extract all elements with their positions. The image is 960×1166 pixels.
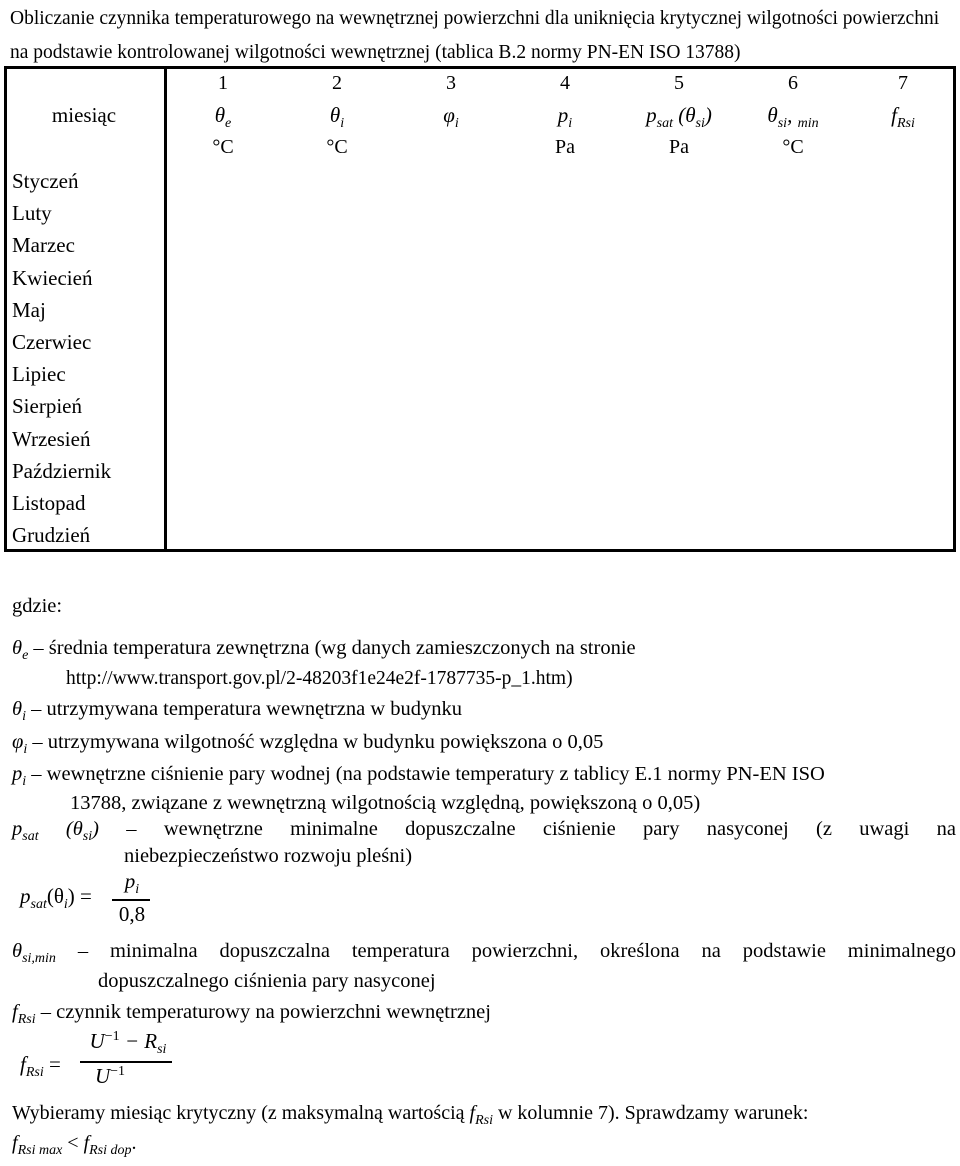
f2-den-sup: −1 [110,1064,126,1079]
symbol-extra: , [787,103,798,127]
symbol-arg-sub: si [82,829,93,845]
symbol-base: θ [214,103,226,127]
f1-p-sub: sat [30,897,47,913]
f1-arg-sub: i [63,897,68,913]
month-row-label: Marzec [12,233,75,258]
symbol-sub: i [454,116,459,132]
document-title: Obliczanie czynnika temperaturowego na wewnętrznej powierzchni dla uniknięcia krytycznej wilgotności powierzchni na podstawie kontrolowanej wilgotności wewnętrznej (tablica B.2 normy PN-EN ISO 13788) [10,8,940,63]
formula-frsi-denominator [80,1064,140,1089]
symbol: θ [12,637,23,659]
formula-psat-left [20,884,92,913]
f2-num-sup: −1 [104,1029,120,1044]
symbol-arg: (θ [38,818,83,840]
condition [12,1128,137,1166]
month-row-label: Grudzień [12,523,91,548]
month-row-label: Wrzesień [12,426,91,451]
column-number: 3 [446,72,456,94]
formula-frsi-left [20,1052,61,1081]
conclusion-end: w kolumnie 7). Sprawdzamy warunek: [492,1102,809,1124]
column-number: 2 [332,72,342,94]
column-unit: °C [782,136,804,158]
legend-theta-e-url: http://www.transport.gov.pl/2-48203f1e24e2f-1787735-p_1.htm) [66,668,573,689]
month-row-label: Styczeń [12,169,79,193]
condition-lt: < [62,1132,84,1154]
symbol-extra-sub: si [695,116,705,132]
month-row-label: Maj [12,297,46,322]
column-unit: Pa [669,136,689,158]
f2-num-u: U [89,1029,105,1053]
f2-f: f [20,1052,26,1076]
legend-theta-simin-cont: dopuszczalnego ciśnienia pary nasyconej [98,970,436,992]
column-symbol [394,100,508,139]
month-row-label: Październik [12,458,112,483]
f2-eq: = [48,1052,61,1076]
symbol-sub: i [568,116,573,132]
formula-psat-numerator [116,869,148,898]
symbol-base: f [891,103,897,127]
data-table [4,66,956,552]
description: – wewnętrzne ciśnienie pary wodnej (na podstawie temperatury z tablicy E.1 normy PN-EN ISO [26,763,825,785]
column-number: 6 [788,72,798,94]
symbol-base: p [557,103,569,127]
f1-p: p [20,884,31,908]
conclusion-text: Wybieramy miesiąc krytyczny (z maksymalną wartością [12,1102,470,1124]
legend-p-i-cont: 13788, związane z wewnętrzną wilgotnością względną, powiększoną o 0,05) [70,792,701,814]
f1-num: p [124,869,136,893]
month-row-label: Czerwiec [12,330,92,354]
column-number: 7 [898,72,908,94]
condition-f2: f [83,1132,90,1154]
symbol-sub: Rsi [896,116,915,132]
symbol: θ [12,940,23,962]
symbol-sub: e [225,116,232,132]
conclusion-f-sub: Rsi [475,1113,493,1128]
column-unit: °C [212,136,234,158]
condition-f1-sub: Rsi max [17,1143,63,1158]
description: – wewnętrzne minimalne dopuszczalne ciśnienie pary nasyconej (z uwagi na [98,818,956,840]
condition-f2-sub: Rsi dop [89,1143,132,1158]
f2-num-r: − R [119,1029,158,1053]
month-row-label: Kwiecień [12,265,93,290]
symbol-base: p [646,103,657,127]
condition-end: . [131,1132,137,1154]
fraction-bar [112,899,150,901]
condition-f1: f [12,1132,18,1154]
description: – minimalna dopuszczalna temperatura powierzchni, określona na podstawie minimalnego [55,940,956,962]
symbol: φ [12,731,24,753]
f1-num-sub: i [135,882,140,898]
symbol-extra: (θ [672,103,696,127]
symbol-extra-sub: min [797,116,819,132]
description: – utrzymywana wilgotność względna w budynku powiększona o 0,05 [27,731,604,753]
month-row-label: Listopad [12,491,86,515]
fraction-bar [80,1061,172,1063]
description: – średnia temperatura zewnętrzna (wg danych zamieszczonych na stronie [28,637,636,659]
symbol-extra-end: ) [704,103,712,127]
symbol: p [12,763,23,785]
symbol: f [12,1001,18,1023]
symbol-sub: sat [656,116,673,132]
description: – utrzymywana temperatura wewnętrzna w budynku [25,698,463,720]
symbol-sub: i [22,709,26,725]
symbol-base: θ [329,103,341,127]
symbol-sub: si [777,116,788,132]
symbol-base: φ [443,103,455,127]
month-header: miesiąc [51,103,117,127]
month-row-label: Lipiec [12,362,66,387]
column-number: 4 [560,72,570,94]
symbol-sub: si,min [22,951,56,967]
legend-intro: gdzie: [12,595,63,617]
legend-psat-cont: niebezpieczeństwo rozwoju pleśni) [124,845,413,867]
symbol-sub: i [340,116,345,132]
symbol-sub: sat [22,829,39,845]
symbol: p [12,818,23,840]
column-number: 5 [674,72,684,94]
f2-num-sub: si [157,1042,167,1058]
column-symbol [850,100,956,139]
column-number: 1 [218,72,228,94]
symbol-sub: i [22,774,27,790]
f1-arg-end: ) = [67,884,92,908]
symbol-sub: e [22,648,29,664]
formula-psat-denominator: 0,8 [118,902,146,926]
column-unit: Pa [555,136,575,158]
description: – czynnik temperaturowy na powierzchni wewnętrznej [35,1001,491,1023]
month-row-label: Sierpień [12,394,82,419]
f2-den-u: U [94,1064,111,1088]
month-row-label: Luty [12,201,52,226]
formula-frsi-numerator [78,1029,178,1058]
conclusion-f: f [469,1102,476,1124]
symbol-sub: i [23,742,28,758]
column-unit: °C [326,136,348,158]
symbol-arg-end: ) [92,818,99,840]
f1-arg: (θ [46,884,64,908]
symbol-sub: Rsi [17,1012,36,1028]
symbol-base: θ [767,103,778,127]
f2-f-sub: Rsi [25,1065,44,1081]
symbol: θ [12,698,23,720]
